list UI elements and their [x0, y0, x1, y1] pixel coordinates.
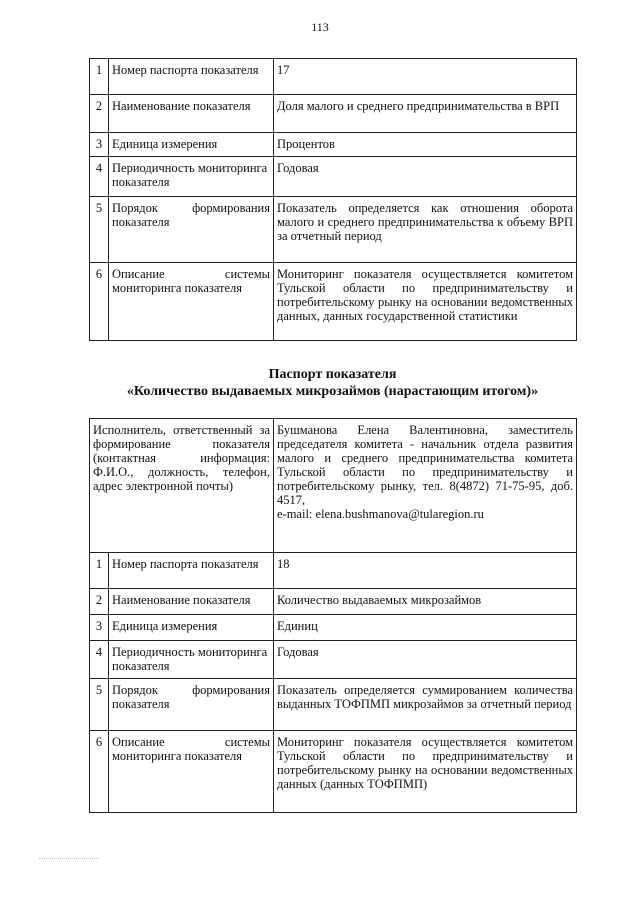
row-value: Мониторинг показателя осуществляется комитетом Тульской области по предпринимательству и потребительскому рынку на основании ведомственных данных, данных государственной статистики [274, 263, 577, 341]
heading-subtitle: «Количество выдаваемых микрозаймов (нарастающим итогом)» [126, 384, 539, 399]
executor-row [90, 419, 577, 553]
row-number: 4 [90, 641, 109, 679]
executor-label: Исполнитель, ответственный за формирование показателя (контактная информация: Ф.И.О., должность, телефон, адрес электронной почты) [90, 419, 274, 553]
row-label: Описание системы мониторинга показателя [109, 731, 274, 813]
table-row [90, 59, 577, 95]
heading-title: Паспорт показателя [268, 367, 397, 382]
table-row [90, 589, 577, 615]
passport-heading [89, 366, 576, 400]
table-row [90, 263, 577, 341]
table-row [90, 679, 577, 731]
table-row [90, 95, 577, 133]
row-value: 18 [274, 553, 577, 589]
table-row [90, 197, 577, 263]
table-row [90, 553, 577, 589]
row-label: Периодичность мониторинга показателя [109, 641, 274, 679]
row-number: 4 [90, 157, 109, 197]
executor-email: e-mail: elena.bushmanova@tularegion.ru [277, 507, 484, 521]
row-label: Единица измерения [109, 133, 274, 157]
row-number: 5 [90, 197, 109, 263]
scan-artifact [39, 858, 99, 860]
row-value: 17 [274, 59, 577, 95]
row-value: Мониторинг показателя осуществляется комитетом Тульской области по предпринимательству и потребительскому рынку на основании ведомственных данных (данных ТОФПМП) [274, 731, 577, 813]
table-row [90, 615, 577, 641]
row-label: Наименование показателя [109, 589, 274, 615]
executor-value-cell [274, 419, 577, 553]
row-number: 6 [90, 731, 109, 813]
table-row [90, 641, 577, 679]
row-label: Номер паспорта показателя [109, 553, 274, 589]
row-value: Годовая [274, 641, 577, 679]
row-value: Единиц [274, 615, 577, 641]
passport-table-17 [89, 58, 577, 341]
table-row [90, 731, 577, 813]
row-number: 6 [90, 263, 109, 341]
row-number: 5 [90, 679, 109, 731]
row-label: Единица измерения [109, 615, 274, 641]
row-label: Периодичность мониторинга показателя [109, 157, 274, 197]
table-row [90, 133, 577, 157]
table-row [90, 157, 577, 197]
page-number: 113 [311, 20, 329, 34]
row-label: Номер паспорта показателя [109, 59, 274, 95]
row-number: 3 [90, 615, 109, 641]
row-value: Количество выдаваемых микрозаймов [274, 589, 577, 615]
row-label: Порядок формирования показателя [109, 197, 274, 263]
passport-table-18 [89, 418, 577, 813]
row-value: Процентов [274, 133, 577, 157]
row-value: Доля малого и среднего предпринимательства в ВРП [274, 95, 577, 133]
row-label: Описание системы мониторинга показателя [109, 263, 274, 341]
row-number: 2 [90, 95, 109, 133]
row-value: Показатель определяется суммированием количества выданных ТОФПМП микрозаймов за отчетный период [274, 679, 577, 731]
row-number: 1 [90, 59, 109, 95]
executor-value: Бушманова Елена Валентиновна, заместитель председателя комитета - начальник отдела развития малого и среднего предпринимательства комитета Тульской области по предпринимательству и потребительскому рынку, тел. 8(4872) 71-75-95, доб. 4517, [277, 423, 573, 507]
row-value: Показатель определяется как отношения оборота малого и среднего предпринимательства к объему ВРП за отчетный период [274, 197, 577, 263]
row-value: Годовая [274, 157, 577, 197]
row-label: Наименование показателя [109, 95, 274, 133]
row-label: Порядок формирования показателя [109, 679, 274, 731]
row-number: 2 [90, 589, 109, 615]
row-number: 3 [90, 133, 109, 157]
row-number: 1 [90, 553, 109, 589]
